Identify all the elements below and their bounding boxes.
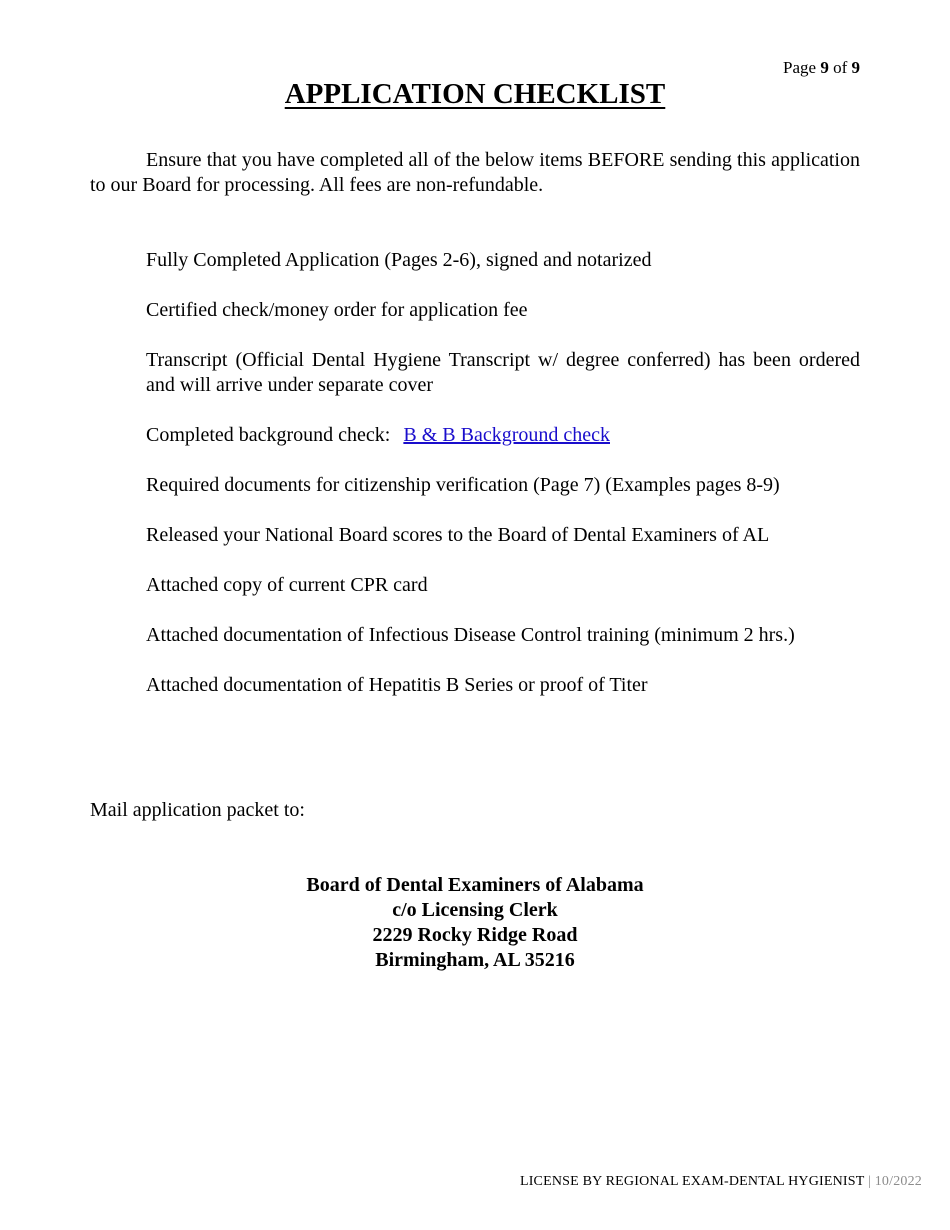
footer	[520, 1174, 922, 1190]
checklist-item-background	[146, 423, 860, 448]
checklist-item: Certified check/money order for application fee	[146, 299, 528, 321]
checklist-item: Attached documentation of Hepatitis B Series or proof of Titer	[146, 674, 648, 696]
checklist	[146, 248, 860, 723]
intro-paragraph: Ensure that you have completed all of the below items BEFORE sending this application to our Board for processing. All fees are non-refundable.	[90, 149, 860, 196]
address-line: 2229 Rocky Ridge Road	[372, 924, 578, 946]
footer-separator: |	[867, 1174, 871, 1189]
address-line: Birmingham, AL 35216	[375, 949, 575, 971]
footer-date: 10/2022	[874, 1174, 922, 1189]
checklist-item: Attached copy of current CPR card	[146, 574, 428, 596]
page-title: APPLICATION CHECKLIST	[284, 78, 666, 110]
background-check-link[interactable]: B & B Background check	[403, 424, 610, 446]
address-line: Board of Dental Examiners of Alabama	[306, 874, 644, 896]
checklist-item: Required documents for citizenship verification (Page 7) (Examples pages 8-9)	[146, 474, 780, 496]
address-line: c/o Licensing Clerk	[392, 899, 558, 921]
checklist-item-label: Completed background check:	[146, 424, 391, 446]
footer-license-type: LICENSE BY REGIONAL EXAM-DENTAL HYGIENIST	[519, 1174, 865, 1189]
page-number	[783, 58, 860, 78]
page-total: 9	[851, 58, 860, 77]
checklist-item: Attached documentation of Infectious Disease Control training (minimum 2 hrs.)	[146, 624, 795, 646]
page-current: 9	[820, 58, 829, 77]
checklist-item: Transcript (Official Dental Hygiene Transcript w/ degree conferred) has been ordered and will arrive under separate cover	[146, 349, 860, 396]
mailing-address	[0, 873, 950, 973]
page-label: Page	[783, 58, 817, 77]
checklist-item: Released your National Board scores to the Board of Dental Examiners of AL	[146, 524, 770, 546]
page-of: of	[833, 58, 848, 77]
mail-label: Mail application packet to:	[90, 799, 305, 821]
checklist-item: Fully Completed Application (Pages 2-6), signed and notarized	[146, 249, 652, 271]
